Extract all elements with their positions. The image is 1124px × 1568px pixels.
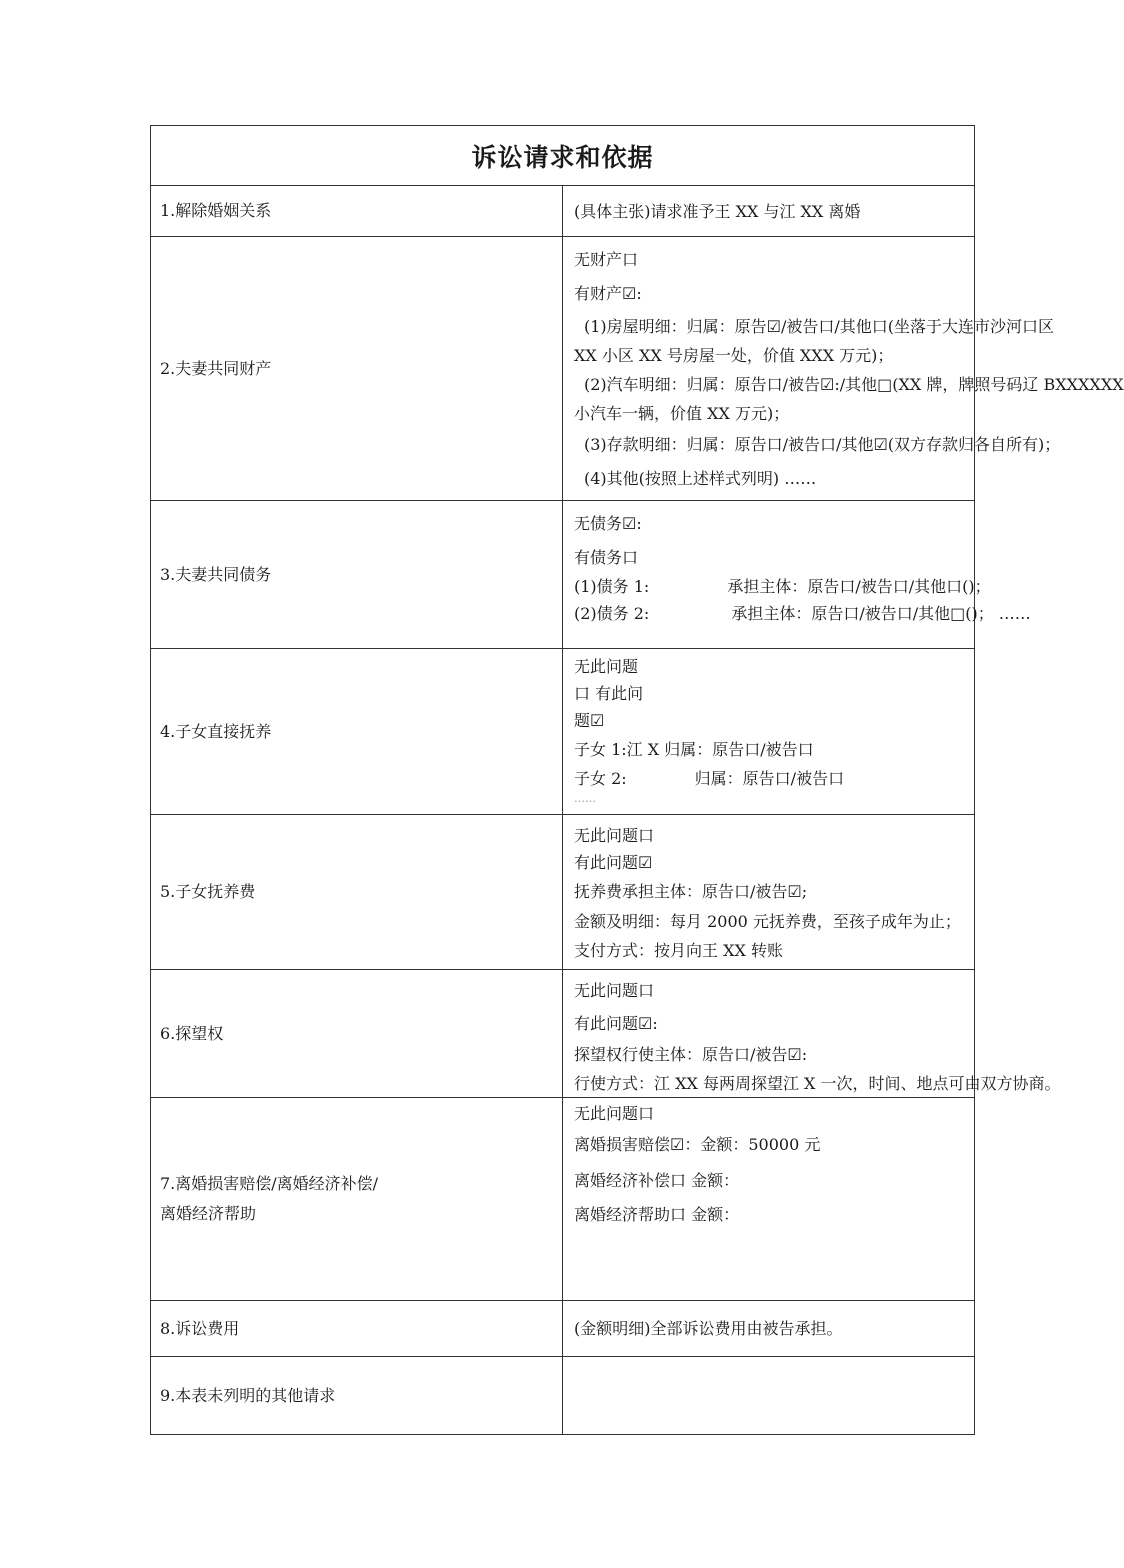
- child-custody: 归属：原告口/被告口: [694, 769, 845, 788]
- content-line: 子女 1:江 X 归属：原告口/被告口: [574, 740, 814, 759]
- row-label-line: 离婚经济帮助: [160, 1204, 257, 1223]
- row-content: [563, 1357, 975, 1435]
- content-line: 题☑: [574, 711, 605, 730]
- content-line: 无财产口: [574, 250, 639, 269]
- content-line: (2)汽车明细：归属：原告口/被告☑:/其他□(XX 牌，牌照号码辽 BXXXXXX: [584, 375, 1124, 394]
- content-line: 探望权行使主体：原告口/被告☑:: [574, 1045, 808, 1064]
- row-content: [563, 970, 1061, 1098]
- content-line: 有财产☑:: [574, 284, 642, 303]
- content-line: [574, 573, 991, 600]
- row-content: [563, 501, 1031, 649]
- content-line: 金额及明细：每月 2000 元抚养费，至孩子成年为止；: [574, 912, 961, 931]
- row-label: 5.子女抚养费: [151, 815, 563, 970]
- content-line: 口 有此问: [574, 684, 644, 703]
- table-row: [151, 237, 975, 501]
- content-line: 抚养费承担主体：原告口/被告☑;: [574, 882, 808, 901]
- row-label: 3.夫妻共同债务: [151, 501, 563, 649]
- content-line: 离婚损害赔偿☑：金额：50000 元: [574, 1135, 821, 1154]
- ellipsis: ……: [574, 792, 596, 805]
- content-line: 无此问题口: [574, 981, 655, 1000]
- content-line: 离婚经济帮助口 金额：: [574, 1205, 740, 1224]
- debt-responsibility: 承担主体：原告口/被告口/其他□()； ……: [731, 604, 1031, 623]
- content-line: 无此问题: [574, 657, 639, 676]
- row-content: [563, 1098, 975, 1301]
- row-content: [563, 237, 1124, 501]
- content-line: 行使方式：江 XX 每两周探望江 X 一次，时间、地点可由双方协商。: [574, 1074, 1061, 1093]
- content-line: (3)存款明细：归属：原告口/被告口/其他☑(双方存款归各自所有)；: [584, 435, 1061, 454]
- content-line: 有债务口: [574, 548, 639, 567]
- document-page: [150, 125, 1124, 1435]
- row-label: 1.解除婚姻关系: [151, 186, 563, 237]
- debt-responsibility: 承担主体：原告口/被告口/其他口()；: [727, 577, 991, 596]
- row-label: [151, 1098, 563, 1301]
- content-line: (1)房屋明细：归属：原告☑/被告口/其他口(坐落于大连市沙河口区: [584, 317, 1055, 336]
- table-title-row: [151, 126, 975, 186]
- table-row: [151, 815, 975, 970]
- content-line: (金额明细)全部诉讼费用由被告承担。: [574, 1319, 843, 1338]
- content-line: (具体主张)请求准予王 XX 与江 XX 离婚: [574, 201, 861, 221]
- content-line: [574, 765, 974, 792]
- row-label: 4.子女直接抚养: [151, 649, 563, 815]
- table-row: [151, 501, 975, 649]
- content-line: [574, 600, 1031, 627]
- row-label: 2.夫妻共同财产: [151, 237, 563, 501]
- content-line: 无此问题口: [574, 826, 655, 845]
- table-row: [151, 1357, 975, 1435]
- row-label: 6.探望权: [151, 970, 563, 1098]
- row-content: [563, 649, 975, 815]
- table-row: [151, 649, 975, 815]
- table-title: 诉讼请求和依据: [151, 126, 975, 186]
- content-line: 支付方式：按月向王 XX 转账: [574, 941, 783, 960]
- row-label: 9.本表未列明的其他请求: [151, 1357, 563, 1435]
- content-line: (4)其他(按照上述样式列明) ……: [584, 469, 817, 488]
- content-line: 离婚经济补偿口 金额：: [574, 1171, 740, 1190]
- table-row: [151, 186, 975, 237]
- row-label-line: 7.离婚损害赔偿/离婚经济补偿/: [160, 1174, 379, 1193]
- row-content: [563, 815, 975, 970]
- row-content: [563, 186, 975, 237]
- content-line: 无此问题口: [574, 1104, 655, 1123]
- debt-label: (2)债务 2:: [574, 604, 650, 623]
- content-line: 小汽车一辆，价值 XX 万元)；: [574, 404, 790, 423]
- table-row: [151, 1098, 975, 1301]
- content-line: 有此问题☑: [574, 853, 653, 872]
- table-row: [151, 1301, 975, 1357]
- debt-label: (1)债务 1:: [574, 577, 650, 596]
- content-line: XX 小区 XX 号房屋一处，价值 XXX 万元)；: [574, 346, 894, 365]
- child-label: 子女 2:: [574, 769, 627, 788]
- table-row: [151, 970, 975, 1098]
- content-line: 有此问题☑:: [574, 1014, 658, 1033]
- row-content: [563, 1301, 975, 1357]
- claims-table: [150, 125, 1124, 1435]
- content-line: 无债务☑:: [574, 514, 642, 533]
- row-label: 8.诉讼费用: [151, 1301, 563, 1357]
